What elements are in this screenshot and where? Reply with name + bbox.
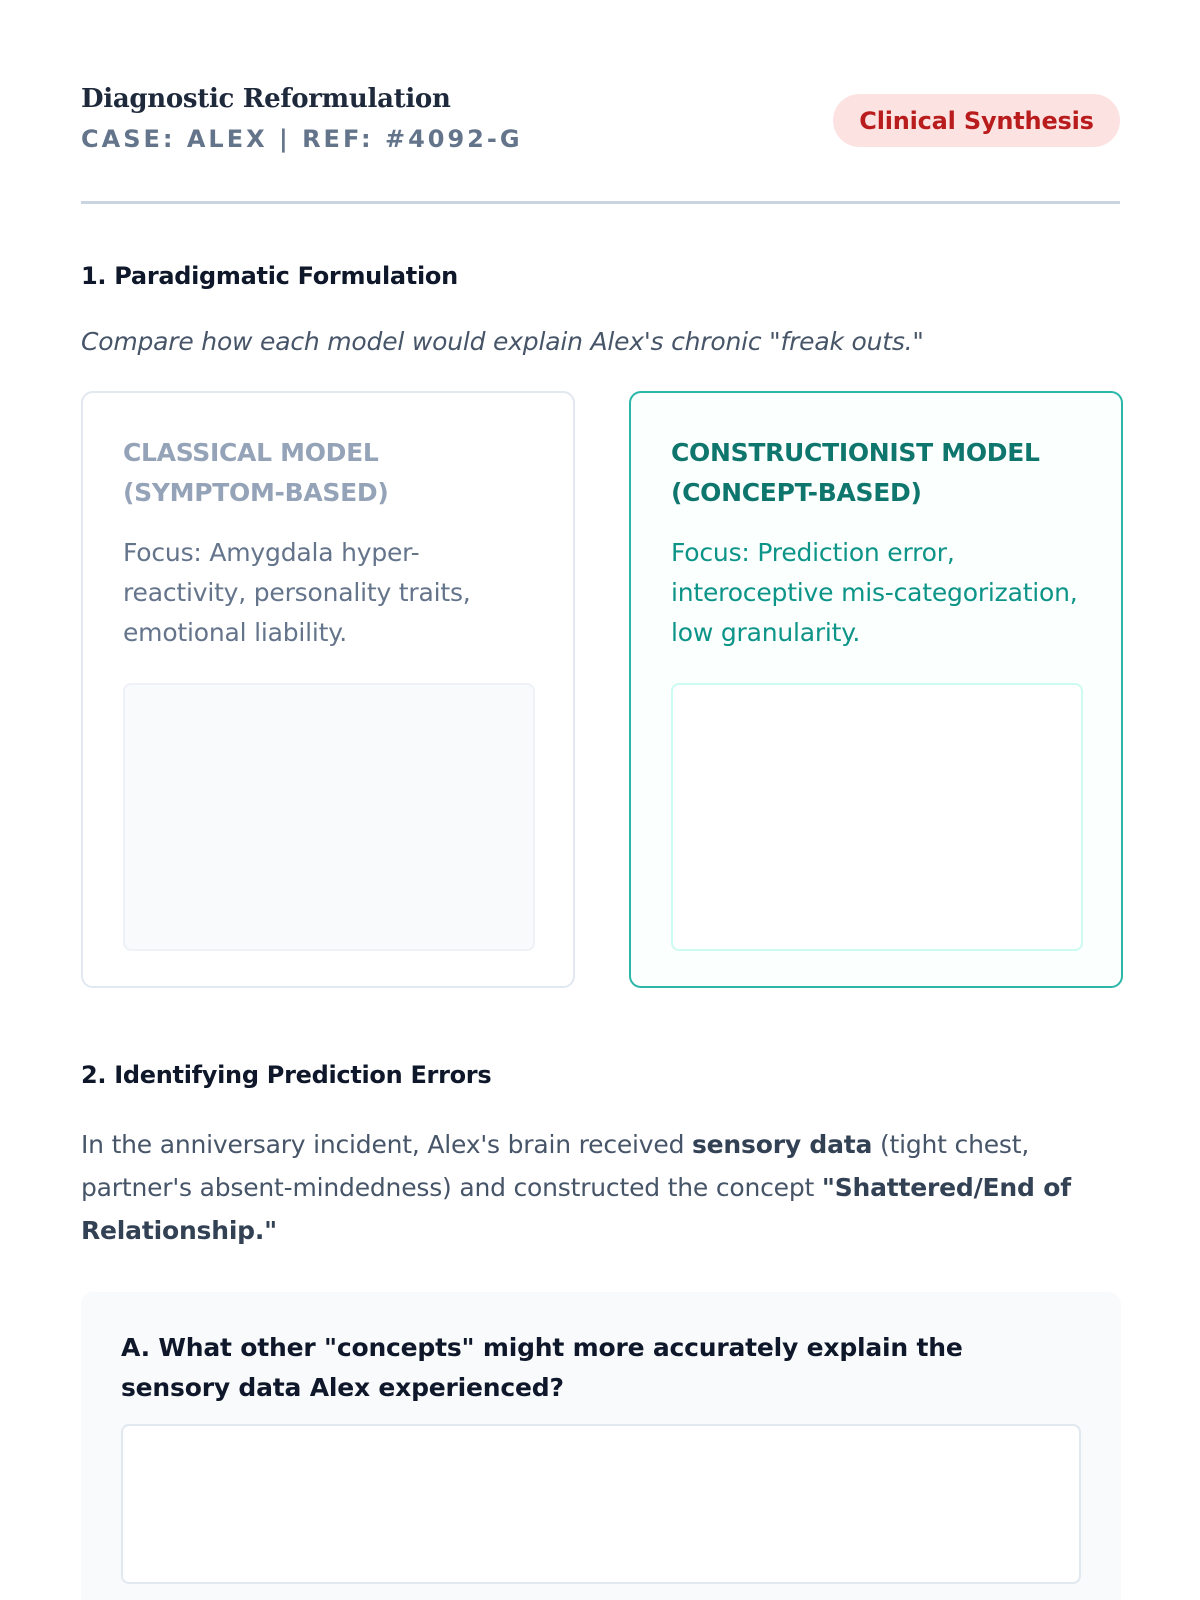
classical-model-focus: Focus: Amygdala hyper-reactivity, personality traits, emotional liability. xyxy=(123,538,471,647)
body-text-1: In the anniversary incident, Alex's brain received xyxy=(81,1130,692,1159)
classical-model-input[interactable] xyxy=(123,683,535,951)
classical-model-card xyxy=(81,391,575,988)
classical-model-heading: CLASSICAL MODEL (SYMPTOM-BASED) xyxy=(123,438,389,507)
case-reference: CASE: ALEX | REF: #4092-G xyxy=(81,125,523,153)
question-a-box xyxy=(81,1292,1121,1600)
body-text-2: (tight chest, partner's absent-mindedness) and constructed the concept xyxy=(81,1130,1030,1202)
page-title: Diagnostic Reformulation xyxy=(81,84,451,114)
section-2-body xyxy=(81,1123,1131,1252)
body-bold-concept: "Shattered/End of Relationship." xyxy=(81,1173,1071,1245)
header xyxy=(81,80,1120,204)
section-2-title: 2. Identifying Prediction Errors xyxy=(81,1061,492,1089)
constructionist-model-focus: Focus: Prediction error, interoceptive mis-categorization, low granularity. xyxy=(671,538,1078,647)
section-1-prompt: Compare how each model would explain Alex's chronic "freak outs." xyxy=(81,327,924,356)
constructionist-model-heading: CONSTRUCTIONIST MODEL (CONCEPT-BASED) xyxy=(671,438,1040,507)
constructionist-model-card xyxy=(629,391,1123,988)
question-a-input[interactable] xyxy=(121,1424,1081,1584)
body-bold-sensory-data: sensory data xyxy=(692,1130,873,1159)
section-1-title: 1. Paradigmatic Formulation xyxy=(81,262,458,290)
status-badge: Clinical Synthesis xyxy=(833,94,1120,147)
question-a-label: A. What other "concepts" might more accurately explain the sensory data Alex experienced? xyxy=(121,1333,963,1402)
constructionist-model-input[interactable] xyxy=(671,683,1083,951)
